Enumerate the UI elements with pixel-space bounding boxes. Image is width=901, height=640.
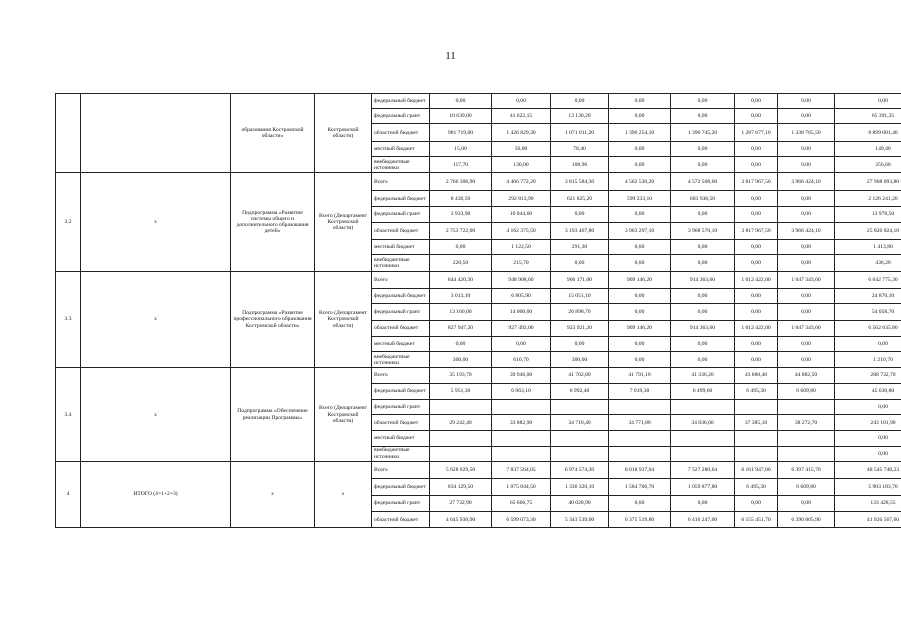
value-cell: 0,00 xyxy=(735,352,778,368)
value-cell: 0,00 xyxy=(735,336,778,351)
value-cell: 0,00 xyxy=(551,94,609,109)
value-cell xyxy=(609,431,671,446)
executor-cell: Всего (Департамент Костромской области) xyxy=(315,271,372,368)
value-cell: 914 363,60 xyxy=(671,320,735,336)
value-cell: 34 771,80 xyxy=(609,415,671,431)
value-cell: 15,00 xyxy=(430,141,492,156)
value-cell: 10 639,00 xyxy=(430,109,492,124)
value-cell: 948 908,60 xyxy=(492,271,551,289)
item-number-cell: 4 xyxy=(56,461,81,527)
value-cell: 10 044,60 xyxy=(492,207,551,222)
value-cell: 0,00 xyxy=(492,336,551,351)
funding-source-cell: областной бюджет xyxy=(372,222,430,240)
value-cell: 0,00 xyxy=(671,240,735,255)
value-cell: 0,00 xyxy=(778,289,835,304)
value-cell: 6 562 635,80 xyxy=(835,320,901,336)
value-cell: 0,00 xyxy=(735,240,778,255)
table-row xyxy=(56,173,901,191)
funding-source-cell: местный бюджет xyxy=(372,240,430,255)
value-cell: 13 160,00 xyxy=(430,304,492,320)
value-cell xyxy=(430,431,492,446)
value-cell xyxy=(778,431,835,446)
value-cell: 914 363,60 xyxy=(671,271,735,289)
value-cell: 3 966 424,10 xyxy=(778,173,835,191)
value-cell: 0,00 xyxy=(671,495,735,511)
value-cell: 1 584 706,70 xyxy=(609,479,671,495)
value-cell: 0,00 xyxy=(430,240,492,255)
value-cell: 0,00 xyxy=(778,207,835,222)
value-cell: 8 899 001,40 xyxy=(835,124,901,142)
value-cell: 0,00 xyxy=(735,109,778,124)
value-cell: 41 336,20 xyxy=(671,368,735,383)
value-cell: 6 155 451,70 xyxy=(735,512,778,528)
value-cell: 0,00 xyxy=(609,157,671,173)
value-cell: 0,00 xyxy=(778,240,835,255)
value-cell: 7 527 280,64 xyxy=(671,461,735,479)
value-cell: 0,00 xyxy=(835,94,901,109)
value-cell: 35 193,70 xyxy=(430,368,492,383)
value-cell: 1 071 011,20 xyxy=(551,124,609,142)
program-name-cell: образования Костромской области» xyxy=(231,94,315,173)
value-cell: 34 836,60 xyxy=(671,415,735,431)
value-cell: 0,00 xyxy=(778,336,835,351)
value-cell: 6 495,30 xyxy=(735,383,778,399)
value-cell: 2 753 722,00 xyxy=(430,222,492,240)
value-cell: 0,00 xyxy=(735,255,778,271)
value-cell xyxy=(671,399,735,414)
funding-source-cell: областной бюджет xyxy=(372,320,430,336)
table-row xyxy=(56,368,901,383)
value-cell: 0,00 xyxy=(609,304,671,320)
value-cell: 0,00 xyxy=(735,289,778,304)
value-cell: 40 028,90 xyxy=(551,495,609,511)
value-cell: 56,00 xyxy=(492,141,551,156)
value-cell: 0,00 xyxy=(430,94,492,109)
value-cell: 923 921,20 xyxy=(551,320,609,336)
value-cell: 3 013,10 xyxy=(430,289,492,304)
value-cell: 0,00 xyxy=(671,94,735,109)
value-cell xyxy=(735,399,778,414)
value-cell: 6 974 574,30 xyxy=(551,461,609,479)
value-cell: 1 122,50 xyxy=(492,240,551,255)
item-mark-cell xyxy=(81,94,231,173)
value-cell: 610,70 xyxy=(492,352,551,368)
funding-source-cell: внебюджетные источники xyxy=(372,255,430,271)
value-cell: 0,00 xyxy=(551,207,609,222)
value-cell: 41 926 567,60 xyxy=(835,512,901,528)
value-cell: 1 075 044,50 xyxy=(492,479,551,495)
value-cell: 0,00 xyxy=(735,207,778,222)
funding-source-cell: федеральный грант xyxy=(372,304,430,320)
table-row xyxy=(56,94,901,109)
value-cell: 5 903 183,70 xyxy=(835,479,901,495)
value-cell: 0,00 xyxy=(671,255,735,271)
value-cell: 44 882,50 xyxy=(778,368,835,383)
executor-cell: x xyxy=(315,461,372,527)
value-cell: 0,00 xyxy=(671,157,735,173)
value-cell: 6 805,90 xyxy=(492,289,551,304)
value-cell: 38 272,70 xyxy=(778,415,835,431)
value-cell: 0,00 xyxy=(835,399,901,414)
value-cell: 133 428,55 xyxy=(835,495,901,511)
value-cell: 48 545 748,23 xyxy=(835,461,901,479)
value-cell: 0,00 xyxy=(778,352,835,368)
value-cell xyxy=(671,446,735,461)
funding-source-cell: федеральный грант xyxy=(372,109,430,124)
value-cell: 3 963 297,10 xyxy=(609,222,671,240)
value-cell: 0,00 xyxy=(835,431,901,446)
value-cell xyxy=(735,446,778,461)
value-cell: 26 898,70 xyxy=(551,304,609,320)
value-cell: 0,00 xyxy=(551,255,609,271)
value-cell xyxy=(609,446,671,461)
value-cell xyxy=(551,431,609,446)
value-cell: 0,00 xyxy=(778,109,835,124)
program-name-cell: Подпрограмма «Развитие профессионального образования Костромской области» xyxy=(231,271,315,368)
value-cell: 292 813,90 xyxy=(492,191,551,207)
value-cell xyxy=(778,399,835,414)
value-cell: 25 826 024,10 xyxy=(835,222,901,240)
value-cell: 834 129,50 xyxy=(430,479,492,495)
value-cell: 215,70 xyxy=(492,255,551,271)
value-cell: 15 051,10 xyxy=(551,289,609,304)
value-cell: 24 870,10 xyxy=(835,289,901,304)
value-cell: 41 622,15 xyxy=(492,109,551,124)
value-cell xyxy=(735,431,778,446)
funding-source-cell: областной бюджет xyxy=(372,415,430,431)
value-cell: 3 968 570,10 xyxy=(671,222,735,240)
value-cell: 8 430,50 xyxy=(430,191,492,207)
value-cell: 0,00 xyxy=(778,495,835,511)
value-cell: 1 012 422,00 xyxy=(735,320,778,336)
value-cell: 4 572 508,60 xyxy=(671,173,735,191)
value-cell: 288 732,70 xyxy=(835,368,901,383)
funding-source-cell: федеральный грант xyxy=(372,207,430,222)
value-cell: 130,00 xyxy=(492,157,551,173)
value-cell: 0,00 xyxy=(835,446,901,461)
funding-source-cell: федеральный бюджет xyxy=(372,289,430,304)
funding-source-cell: федеральный грант xyxy=(372,399,430,414)
value-cell: 14 000,00 xyxy=(492,304,551,320)
value-cell: 27 732,90 xyxy=(430,495,492,511)
program-name-cell: Подпрограмма «Развитие системы общего и дополнительного образования детей» xyxy=(231,173,315,271)
value-cell: 909 146,20 xyxy=(609,271,671,289)
value-cell: 243 101,90 xyxy=(835,415,901,431)
value-cell: 5 343 539,00 xyxy=(551,512,609,528)
value-cell: 3 933,90 xyxy=(430,207,492,222)
budget-table xyxy=(55,93,901,528)
value-cell xyxy=(551,446,609,461)
value-cell: 0,00 xyxy=(671,304,735,320)
value-cell: 34 710,40 xyxy=(551,415,609,431)
value-cell: 0,00 xyxy=(671,207,735,222)
value-cell: 0,00 xyxy=(735,157,778,173)
value-cell: 1 336 320,10 xyxy=(551,479,609,495)
value-cell: 1 396 745,20 xyxy=(671,124,735,142)
value-cell: 0,00 xyxy=(492,94,551,109)
value-cell: 0,00 xyxy=(778,157,835,173)
table-row xyxy=(56,461,901,479)
funding-source-cell: Всего xyxy=(372,271,430,289)
value-cell: 5 628 029,50 xyxy=(430,461,492,479)
value-cell: 41 791,10 xyxy=(609,368,671,383)
funding-source-cell: федеральный бюджет xyxy=(372,191,430,207)
value-cell: 13 978,50 xyxy=(835,207,901,222)
value-cell xyxy=(492,431,551,446)
value-cell xyxy=(778,446,835,461)
value-cell: 1 426 829,30 xyxy=(492,124,551,142)
value-cell: 0,00 xyxy=(671,352,735,368)
value-cell: 621 825,20 xyxy=(551,191,609,207)
value-cell: 1 413,80 xyxy=(835,240,901,255)
value-cell: 6 609,80 xyxy=(778,383,835,399)
value-cell: 2 126 241,20 xyxy=(835,191,901,207)
value-cell: 78,40 xyxy=(551,141,609,156)
value-cell: 3 817 967,50 xyxy=(735,222,778,240)
value-cell xyxy=(430,399,492,414)
value-cell: 300,00 xyxy=(430,352,492,368)
value-cell: 0,00 xyxy=(609,336,671,351)
value-cell: 149,40 xyxy=(835,141,901,156)
value-cell: 291,30 xyxy=(551,240,609,255)
item-number-cell: 3.2 xyxy=(56,173,81,271)
value-cell: 3 817 967,50 xyxy=(735,173,778,191)
value-cell: 0,00 xyxy=(778,304,835,320)
value-cell: 117,70 xyxy=(430,157,492,173)
value-cell: 13 130,20 xyxy=(551,109,609,124)
value-cell: 0,00 xyxy=(735,191,778,207)
value-cell: 0,00 xyxy=(835,336,901,351)
value-cell: 0,00 xyxy=(778,94,835,109)
value-cell: 6 499,60 xyxy=(671,383,735,399)
value-cell: 0,00 xyxy=(671,289,735,304)
value-cell: 0,00 xyxy=(609,94,671,109)
value-cell: 0,00 xyxy=(609,255,671,271)
value-cell xyxy=(609,399,671,414)
funding-source-cell: местный бюджет xyxy=(372,431,430,446)
value-cell: 0,00 xyxy=(609,141,671,156)
funding-source-cell: местный бюджет xyxy=(372,141,430,156)
value-cell: 6 495,30 xyxy=(735,479,778,495)
funding-source-cell: федеральный грант xyxy=(372,495,430,511)
value-cell: 6 390 805,90 xyxy=(778,512,835,528)
value-cell: 0,00 xyxy=(609,109,671,124)
value-cell: 1 396 254,10 xyxy=(609,124,671,142)
value-cell: 6 161 947,00 xyxy=(735,461,778,479)
value-cell: 1 287 677,10 xyxy=(735,124,778,142)
funding-source-cell: местный бюджет xyxy=(372,336,430,351)
item-mark-cell: x xyxy=(81,173,231,271)
value-cell xyxy=(671,431,735,446)
program-name-cell: Подпрограмма «Обеспечение реализации Программы» xyxy=(231,368,315,461)
value-cell: 43 880,40 xyxy=(735,368,778,383)
value-cell: 0,00 xyxy=(735,304,778,320)
item-mark-cell: x xyxy=(81,368,231,461)
value-cell: 3 815 584,30 xyxy=(551,173,609,191)
value-cell: 0,00 xyxy=(430,336,492,351)
value-cell: 1 047 343,60 xyxy=(778,320,835,336)
funding-source-cell: внебюджетные источники xyxy=(372,157,430,173)
value-cell: 4 562 530,20 xyxy=(609,173,671,191)
value-cell: 599 233,10 xyxy=(609,191,671,207)
value-cell: 827 947,20 xyxy=(430,320,492,336)
value-cell: 5 951,30 xyxy=(430,383,492,399)
value-cell: 2 766 306,90 xyxy=(430,173,492,191)
value-cell xyxy=(492,446,551,461)
value-cell: 0,00 xyxy=(609,289,671,304)
value-cell: 8 018 937,04 xyxy=(609,461,671,479)
funding-source-cell: областной бюджет xyxy=(372,512,430,528)
value-cell: 6 642 775,30 xyxy=(835,271,901,289)
value-cell: 65 391,35 xyxy=(835,109,901,124)
value-cell: 6 397 415,70 xyxy=(778,461,835,479)
funding-source-cell: Всего xyxy=(372,368,430,383)
value-cell: 0,00 xyxy=(778,191,835,207)
value-cell: 37 385,10 xyxy=(735,415,778,431)
value-cell: 6 992,40 xyxy=(551,383,609,399)
value-cell: 29 242,40 xyxy=(430,415,492,431)
value-cell: 33 882,90 xyxy=(492,415,551,431)
value-cell: 1 047 343,60 xyxy=(778,271,835,289)
value-cell: 65 666,75 xyxy=(492,495,551,511)
table-row xyxy=(56,271,901,289)
value-cell: 4 645 930,90 xyxy=(430,512,492,528)
value-cell: 1 210,70 xyxy=(835,352,901,368)
value-cell: 0,00 xyxy=(671,336,735,351)
value-cell: 0,00 xyxy=(735,141,778,156)
value-cell: 844 420,30 xyxy=(430,271,492,289)
funding-source-cell: Всего xyxy=(372,461,430,479)
item-number-cell: 3.3 xyxy=(56,271,81,368)
value-cell: 3 966 424,10 xyxy=(778,222,835,240)
value-cell: 108,96 xyxy=(551,157,609,173)
program-name-cell: x xyxy=(231,461,315,527)
value-cell: 0,00 xyxy=(551,336,609,351)
value-cell: 0,00 xyxy=(671,141,735,156)
item-number-cell xyxy=(56,94,81,173)
value-cell: 356,66 xyxy=(835,157,901,173)
funding-source-cell: областной бюджет xyxy=(372,124,430,142)
value-cell: 1 012 422,00 xyxy=(735,271,778,289)
funding-source-cell: Всего xyxy=(372,173,430,191)
value-cell: 4 162 375,50 xyxy=(492,222,551,240)
funding-source-cell: федеральный бюджет xyxy=(372,94,430,109)
value-cell: 0,00 xyxy=(735,495,778,511)
value-cell: 0,00 xyxy=(609,352,671,368)
value-cell: 6 609,80 xyxy=(778,479,835,495)
value-cell: 0,00 xyxy=(609,495,671,511)
value-cell: 6 416 247,00 xyxy=(671,512,735,528)
value-cell: 6 599 073,30 xyxy=(492,512,551,528)
funding-source-cell: внебюджетные источники xyxy=(372,446,430,461)
value-cell: 0,00 xyxy=(609,240,671,255)
value-cell: 6 375 519,80 xyxy=(609,512,671,528)
value-cell: 300,00 xyxy=(551,352,609,368)
value-cell: 41 702,80 xyxy=(551,368,609,383)
funding-source-cell: федеральный бюджет xyxy=(372,479,430,495)
value-cell: 1 059 877,80 xyxy=(671,479,735,495)
value-cell: 927 492,00 xyxy=(492,320,551,336)
executor-cell: Всего (Департамент Костромской области) xyxy=(315,173,372,271)
value-cell: 0,00 xyxy=(778,255,835,271)
value-cell xyxy=(430,446,492,461)
executor-cell: Всего (Департамент Костромской области) xyxy=(315,368,372,461)
item-mark-cell: ИТОГО (4=1+2+3) xyxy=(81,461,231,527)
value-cell: 45 630,80 xyxy=(835,383,901,399)
value-cell: 3 193 467,80 xyxy=(551,222,609,240)
page-number: 11 xyxy=(445,50,456,62)
value-cell: 220,50 xyxy=(430,255,492,271)
value-cell: 981 719,00 xyxy=(430,124,492,142)
value-cell: 436,20 xyxy=(835,255,901,271)
value-cell xyxy=(551,399,609,414)
value-cell: 966 171,00 xyxy=(551,271,609,289)
value-cell: 27 968 093,80 xyxy=(835,173,901,191)
value-cell: 4 466 772,20 xyxy=(492,173,551,191)
value-cell xyxy=(492,399,551,414)
value-cell: 39 946,00 xyxy=(492,368,551,383)
value-cell: 0,00 xyxy=(735,94,778,109)
value-cell: 1 338 765,50 xyxy=(778,124,835,142)
value-cell: 603 938,50 xyxy=(671,191,735,207)
funding-source-cell: внебюджетные источники xyxy=(372,352,430,368)
value-cell: 7 837 564,05 xyxy=(492,461,551,479)
value-cell: 0,00 xyxy=(778,141,835,156)
item-mark-cell: x xyxy=(81,271,231,368)
value-cell: 0,00 xyxy=(609,207,671,222)
value-cell: 6 063,10 xyxy=(492,383,551,399)
item-number-cell: 3.4 xyxy=(56,368,81,461)
value-cell: 909 146,20 xyxy=(609,320,671,336)
executor-cell: Костромской области) xyxy=(315,94,372,173)
funding-source-cell: федеральный бюджет xyxy=(372,383,430,399)
value-cell: 0,00 xyxy=(671,109,735,124)
value-cell: 7 019,30 xyxy=(609,383,671,399)
value-cell: 54 058,70 xyxy=(835,304,901,320)
